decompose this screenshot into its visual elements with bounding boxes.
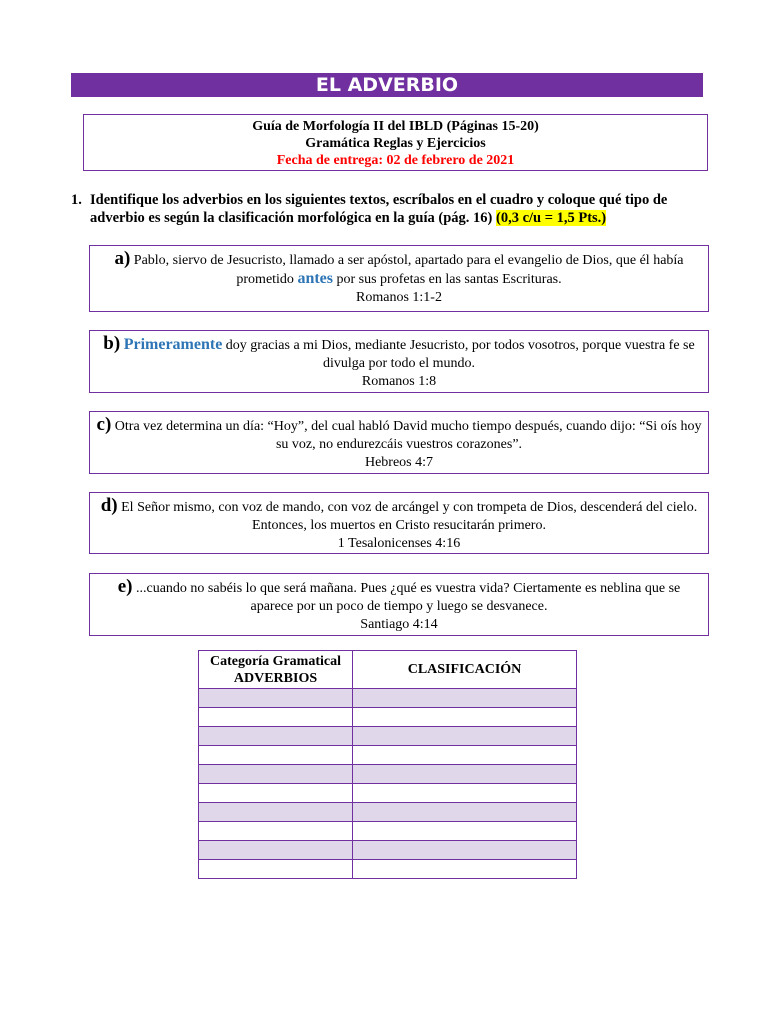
adverb-cell[interactable] [199,841,353,860]
verse-reference: 1 Tesalonicenses 4:16 [337,536,461,551]
classification-cell[interactable] [353,708,577,727]
adverb-cell[interactable] [199,765,353,784]
verse-text: por sus profetas en las santas Escrituras. [336,272,562,287]
verse-letter: e) [117,576,133,597]
points-highlight: (0,3 c/u = 1,5 Pts.) [495,210,607,226]
page-title: EL ADVERBIO [71,73,703,97]
due-date: Fecha de entrega: 02 de febrero de 2021 [276,153,515,168]
table-row [199,841,577,860]
classification-cell[interactable] [353,727,577,746]
verse-text: El Señor mismo, con voz de mando, con voz de arcángel y con trompeta de Dios, descenderá del cielo. Entonces, los muertos en Cristo resucitarán primero. [121,500,698,533]
adverb-cell[interactable] [199,860,353,879]
classification-cell[interactable] [353,803,577,822]
classification-cell[interactable] [353,822,577,841]
guide-header [83,114,708,171]
guide-title: Guía de Morfología II del IBLD (Páginas 15-20) [252,119,539,134]
verse-box-c [89,411,709,474]
verse-text: Otra vez determina un día: “Hoy”, del cual habló David mucho tiempo después, cuando dijo: “Si oís hoy su voz, no endurezcáis vuestros corazones”. [114,419,702,452]
classification-cell[interactable] [353,841,577,860]
classification-cell[interactable] [353,689,577,708]
verse-box-d [89,492,709,554]
instruction-number: 1. [71,192,82,208]
adverb-highlight: antes [297,270,333,287]
classification-cell[interactable] [353,860,577,879]
verse-text: doy gracias a mi Dios, mediante Jesucristo, por todos vosotros, porque vuestra fe se divulga por todo el mundo. [225,338,695,371]
instruction [71,191,711,227]
table-row [199,860,577,879]
adverb-cell[interactable] [199,708,353,727]
adverb-highlight: Primeramente [123,336,223,353]
table-row [199,803,577,822]
verse-reference: Romanos 1:1-2 [356,290,442,305]
instruction-text: Identifique los adverbios en los siguientes textos, escríbalos en el cuadro y coloque qué tipo de adverbio es según la clasificación morfológica en la guía (pág. 16) [90,192,668,226]
classification-cell[interactable] [353,746,577,765]
adverb-cell[interactable] [199,746,353,765]
verse-letter: b) [103,333,121,354]
guide-subtitle: Gramática Reglas y Ejercicios [305,136,486,151]
verse-letter: d) [100,495,118,516]
table-row [199,708,577,727]
table-row [199,822,577,841]
verse-letter: c) [96,414,112,435]
adverb-cell[interactable] [199,689,353,708]
table-row [199,689,577,708]
table-header-row [199,651,577,689]
verse-box-e [89,573,709,636]
adverb-cell[interactable] [199,727,353,746]
verse-letter: a) [114,248,131,269]
adverb-cell[interactable] [199,822,353,841]
answer-table [198,650,577,879]
table-row [199,784,577,803]
table-row [199,765,577,784]
adverb-cell[interactable] [199,803,353,822]
adverb-cell[interactable] [199,784,353,803]
verse-box-a [89,245,709,312]
header-classification: CLASIFICACIÓN [353,651,577,689]
verse-reference: Romanos 1:8 [361,374,437,389]
table-row [199,727,577,746]
verse-reference: Santiago 4:14 [360,617,438,632]
table-row [199,746,577,765]
classification-cell[interactable] [353,784,577,803]
verse-reference: Hebreos 4:7 [364,455,434,470]
verse-text: ...cuando no sabéis lo que será mañana. Pues ¿qué es vuestra vida? Ciertamente es neblina que se aparece por un poco de tiempo y luego se desvanece. [136,581,681,614]
classification-cell[interactable] [353,765,577,784]
header-category: Categoría Gramatical ADVERBIOS [199,651,353,689]
verse-text: Pablo, siervo de Jesucristo, llamado a ser apóstol, apartado para el evangelio de Dios, que él había prometido [133,253,684,287]
verse-box-b [89,330,709,393]
